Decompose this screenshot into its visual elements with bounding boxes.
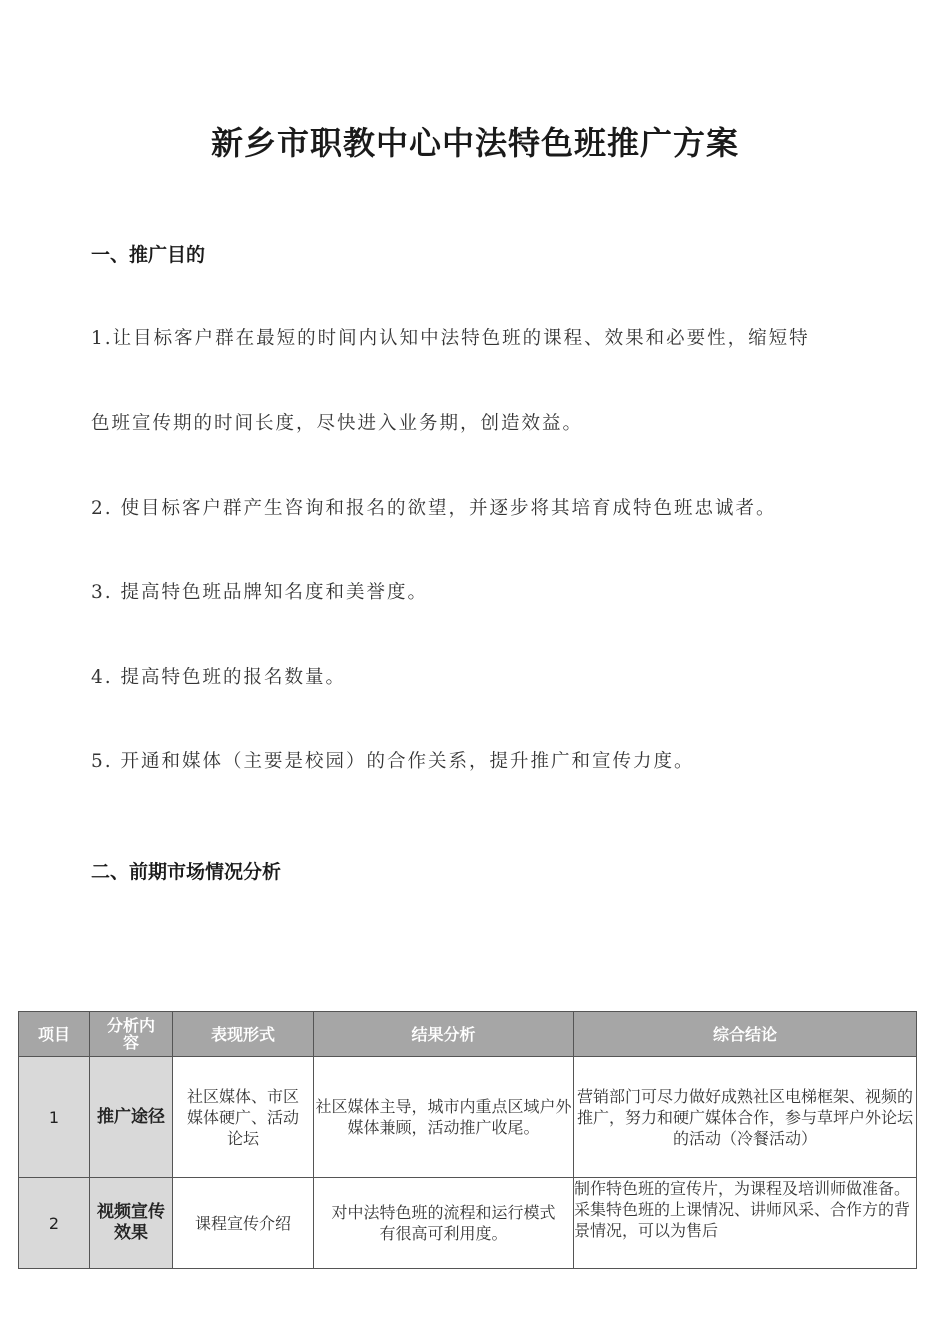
row-item: 推广途径: [90, 1057, 173, 1178]
header-conclusion: 综合结论: [574, 1012, 917, 1057]
market-analysis-table: [18, 1011, 917, 1269]
table-row: [19, 1178, 917, 1269]
section-heading-purpose: 一、推广目的: [91, 244, 206, 266]
section-heading-market-analysis: 二、前期市场情况分析: [91, 861, 282, 883]
row-item: 视频宣传效果: [90, 1178, 173, 1269]
row-result: 社区媒体主导，城市内重点区域户外媒体兼顾，活动推广收尾。: [314, 1057, 574, 1178]
page-title: 新乡市职教中心中法特色班推广方案: [210, 124, 739, 162]
header-analysis-content: 分析内容: [90, 1012, 173, 1057]
row-result: 对中法特色班的流程和运行模式有很高可利用度。: [314, 1178, 574, 1269]
row-index: 1: [19, 1057, 90, 1178]
header-project: 项目: [19, 1012, 90, 1057]
purpose-line-1-cont: 色班宣传期的时间长度，尽快进入业务期，创造效益。: [91, 413, 584, 434]
purpose-line-3: 3. 提高特色班品牌知名度和美誉度。: [91, 582, 429, 603]
row-index: 2: [19, 1178, 90, 1269]
row-form: 社区媒体、市区媒体硬广、活动论坛: [173, 1057, 314, 1178]
row-conclusion: 营销部门可尽力做好成熟社区电梯框架、视频的推广，努力和硬广媒体合作，参与草坪户外论坛的活动（冷餐活动）: [574, 1057, 917, 1178]
purpose-line-5: 5. 开通和媒体（主要是校园）的合作关系，提升推广和宣传力度。: [91, 751, 695, 772]
purpose-line-1: 1.让目标客户群在最短的时间内认知中法特色班的课程、效果和必要性，缩短特: [91, 328, 810, 349]
header-result: 结果分析: [314, 1012, 574, 1057]
purpose-line-2: 2. 使目标客户群产生咨询和报名的欲望，并逐步将其培育成特色班忠诚者。: [91, 498, 777, 519]
purpose-line-4: 4. 提高特色班的报名数量。: [91, 667, 347, 688]
header-form: 表现形式: [173, 1012, 314, 1057]
row-form: 课程宣传介绍: [173, 1178, 314, 1269]
row-conclusion: 制作特色班的宣传片，为课程及培训师做准备。采集特色班的上课情况、讲师风采、合作方的背景情况，可以为售后: [574, 1178, 917, 1269]
table-header-row: [19, 1012, 917, 1057]
table-row: [19, 1057, 917, 1178]
